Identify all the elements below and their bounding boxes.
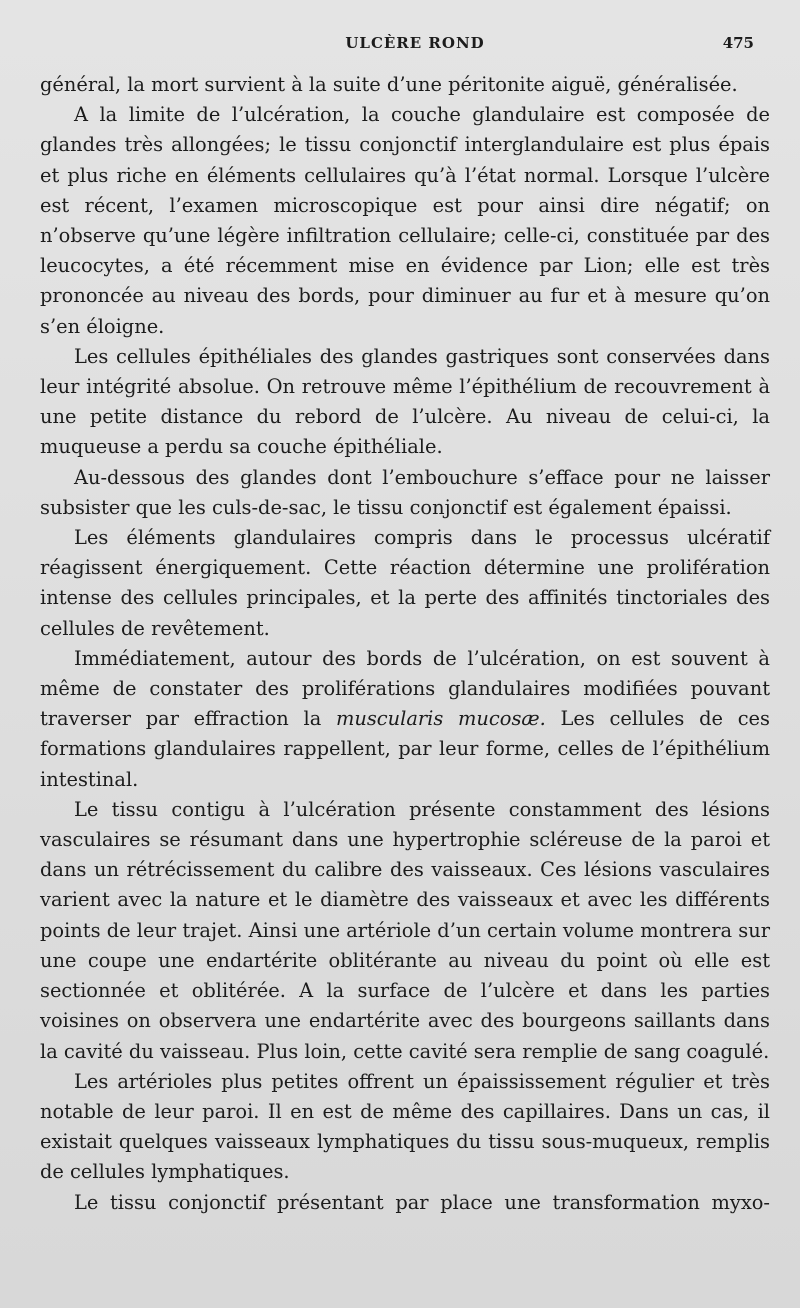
paragraph-ulceration-limit: A la limite de l’ulcération, la couche glandulaire est composée de glandes très allongées; le tissu conjonctif interglandulaire est plus épais et plus riche en éléments cellulaires qu’à l’état normal. Lorsque l’ulcère est récent, l’examen microscopique est pour ainsi dire négatif; on n’observe qu’une légère infiltration cellulaire; celle-ci, constituée par des leucocytes, a été récemment mise en évidence par Lion; elle est très prononcée au niveau des bords, pour diminuer au fur et à mesure qu’on s’en éloigne.	[40, 103, 770, 338]
paragraph-vascular-lesions: Le tissu contigu à l’ulcération présente constamment des lésions vasculaires se résumant dans une hypertrophie scléreuse de la paroi et dans un rétrécissement du calibre des vaisseaux. Ces lésions vasculaires varient avec la nature et le diamètre des vaisseaux et avec les différents points de leur trajet. Ainsi une artériole d’un certain volume montrera sur une coupe une endartérite oblitérante au niveau du point où elle est sectionnée et oblitérée. A la surface de l’ulcère et dans les parties voisines on observera une endartérite avec des bourgeons saillants dans la cavité du vaisseau. Plus loin, cette cavité sera remplie de sang coagulé.	[40, 797, 770, 1063]
paragraph-connective-tissue: Le tissu conjonctif présentant par place une transformation myxo-	[74, 1190, 770, 1214]
page-number: 475	[722, 34, 754, 52]
paragraph-text-after: Les cellules de ces formations glandulaires rappellent, par leur forme, celles de l’épithélium intestinal.	[40, 707, 770, 791]
page-body	[40, 70, 770, 1218]
page-header	[40, 30, 770, 70]
paragraph-text-before: Immédiatement, autour des bords de l’ulcération, on est souvent à même de constater des proliférations glandulaires modifiées pouvant traverser par effraction la	[40, 646, 770, 731]
paragraph-continuation: général, la mort survient à la suite d’une péritonite aiguë, généralisée.	[40, 73, 738, 96]
italic-term-muscularis-mucosae: muscularis mucosæ.	[335, 707, 546, 731]
paragraph-glandular-elements: Les éléments glandulaires compris dans le processus ulcératif réagissent énergiquement. Cette réaction détermine une prolifération intense des cellules principales, et la perte des affinités tinctoriales des cellules de revêtement.	[40, 526, 770, 640]
running-title: ULCÈRE ROND	[345, 34, 485, 52]
paragraph-arterioles: Les artérioles plus petites offrent un épaississement régulier et très notable de leur paroi. Il en est de même des capillaires. Dans un cas, il existait quelques vaisseaux lymphatiques du tissu sous-muqueux, remplis de cellules lymphatiques.	[40, 1069, 770, 1184]
paragraph-glandular-proliferations	[40, 644, 770, 795]
paragraph-epithelial-cells: Les cellules épithéliales des glandes gastriques sont conservées dans leur intégrité absolue. On retrouve même l’épithélium de recouvrement à une petite distance du rebord de l’ulcère. Au niveau de celui-ci, la muqueuse a perdu sa couche épithéliale.	[40, 344, 770, 459]
paragraph-below-glands: Au-dessous des glandes dont l’embouchure s’efface pour ne laisser subsister que les culs-de-sac, le tissu conjonctif est également épaissi.	[40, 465, 770, 519]
